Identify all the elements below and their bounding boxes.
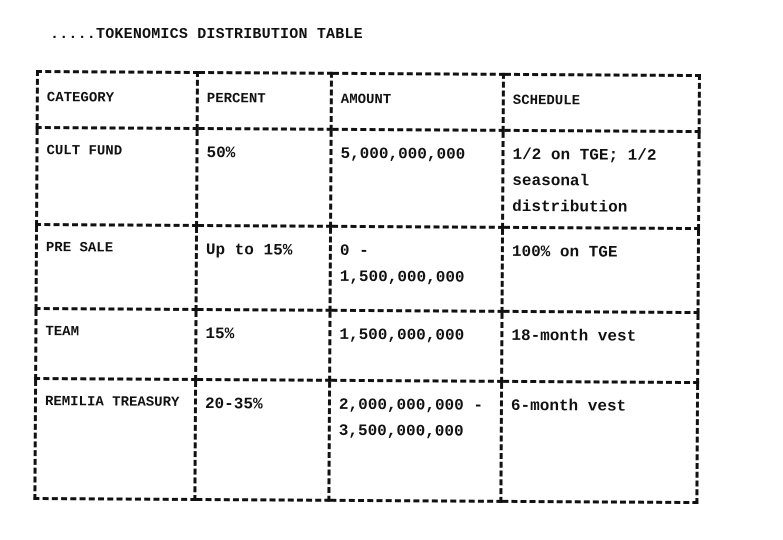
header-amount: AMOUNT	[331, 73, 503, 130]
cell-schedule: 18-month vest	[502, 311, 698, 382]
cell-category: CULT FUND	[37, 128, 198, 226]
header-schedule: SCHEDULE	[503, 74, 699, 131]
cell-percent: 15%	[196, 309, 330, 380]
tokenomics-table-container	[33, 70, 698, 500]
cell-category: PRE SALE	[36, 225, 197, 310]
cell-schedule: 1/2 on TGE; 1/2 seasonal distribution	[503, 130, 700, 228]
cell-amount: 1,500,000,000	[330, 310, 502, 381]
table-row	[37, 128, 700, 229]
table-row	[36, 309, 698, 383]
header-percent: PERCENT	[197, 72, 331, 129]
cell-amount: 0 - 1,500,000,000	[330, 226, 503, 311]
cell-percent: 50%	[197, 128, 332, 226]
cell-amount: 5,000,000,000	[331, 129, 504, 227]
table-row	[35, 379, 698, 503]
page-title: .....TOKENOMICS DISTRIBUTION TABLE	[50, 26, 363, 43]
header-category: CATEGORY	[37, 72, 197, 129]
cell-category: REMILIA TREASURY	[35, 379, 196, 500]
tokenomics-table	[33, 70, 701, 504]
table-row	[36, 225, 699, 313]
cell-percent: Up to 15%	[196, 225, 331, 310]
cell-category: TEAM	[36, 309, 196, 380]
cell-percent: 20-35%	[195, 379, 330, 500]
cell-schedule: 6-month vest	[501, 381, 698, 502]
cell-amount: 2,000,000,000 - 3,500,000,000	[329, 380, 502, 501]
table-header-row	[37, 72, 699, 132]
cell-schedule: 100% on TGE	[502, 227, 699, 312]
